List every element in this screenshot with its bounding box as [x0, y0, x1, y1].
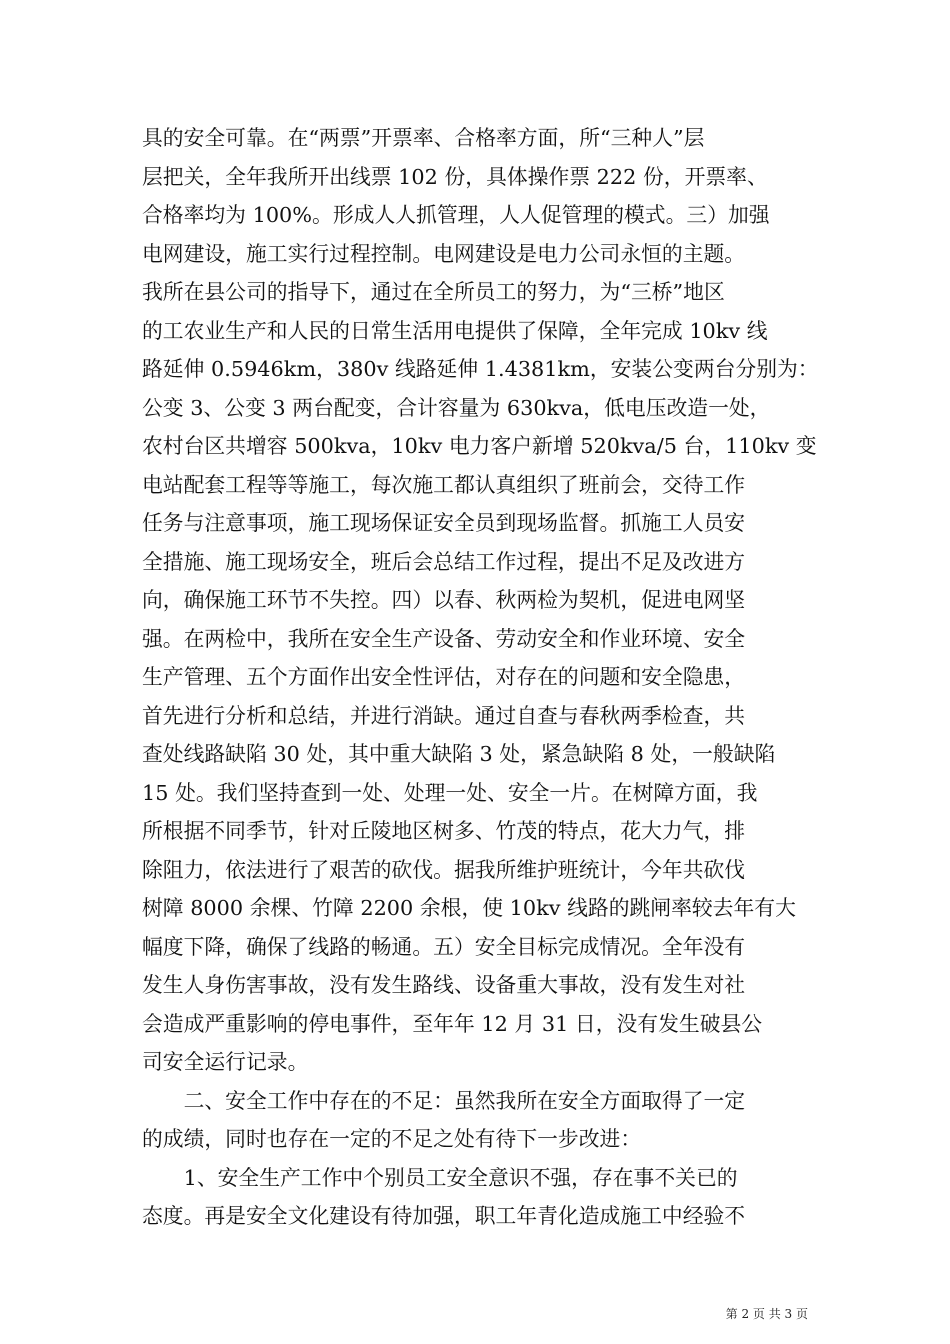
text-line: 查处线路缺陷 30 处，其中重大缺陷 3 处，紧急缺陷 8 处，一般缺陷 [142, 742, 776, 766]
list-item-line: 1、安全生产工作中个别员工安全意识不强，存在事不关已的 [142, 1165, 738, 1190]
text-line: 司安全运行记录。 [142, 1050, 309, 1074]
text-line: 公变 3、公变 3 两台配变，合计容量为 630kva，低电压改造一处， [142, 395, 771, 420]
text-line: 层把关，全年我所开出线票 102 份，具体操作票 222 份，开票率、 [142, 164, 768, 189]
text-line: 生产管理、五个方面作出安全性评估，对存在的问题和安全隐患， [142, 665, 746, 689]
text-line: 电站配套工程等等施工，每次施工都认真组织了班前会，交待工作 [142, 472, 746, 497]
text-line: 农村台区共增容 500kva，10kv 电力客户新增 520kva/5 台，110kv 变 [142, 434, 817, 458]
page-number-footer: 第 2 页 共 3 页 [725, 1307, 808, 1321]
document-body [142, 119, 819, 1236]
text-line: 向，确保施工环节不失控。四）以春、秋两检为契机，促进电网坚 [142, 588, 746, 612]
text-line: 态度。再是安全文化建设有待加强，职工年青化造成施工中经验不 [142, 1204, 746, 1228]
text-line: 幅度下降，确保了线路的畅通。五）安全目标完成情况。全年没有 [142, 934, 746, 959]
text-line: 合格率均为 100%。形成人人抓管理，人人促管理的模式。三）加强 [142, 203, 770, 227]
text-line: 的工农业生产和人民的日常生活用电提供了保障，全年完成 10kv 线 [142, 318, 768, 343]
text-line: 路延伸 0.5946km，380v 线路延伸 1.4381km，安装公变两台分别为： [142, 357, 819, 381]
text-line: 全措施、施工现场安全，班后会总结工作过程，提出不足及改进方 [142, 549, 746, 574]
text-line: 我所在县公司的指导下，通过在全所员工的努力，为“三桥”地区 [142, 280, 725, 304]
text-line: 发生人身伤害事故，没有发生路线、设备重大事故，没有发生对社 [142, 973, 746, 997]
text-line: 15 处。我们坚持查到一处、处理一处、安全一片。在树障方面，我 [142, 780, 758, 805]
text-line: 除阻力，依法进行了艰苦的砍伐。据我所维护班统计，今年共砍伐 [142, 857, 746, 882]
text-line: 所根据不同季节，针对丘陵地区树多、竹茂的特点，花大力气，排 [142, 819, 746, 843]
text-line: 的成绩，同时也存在一定的不足之处有待下一步改进： [142, 1127, 642, 1151]
text-line: 强。在两检中，我所在安全生产设备、劳动安全和作业环境、安全 [142, 626, 746, 651]
text-line: 任务与注意事项，施工现场保证安全员到现场监督。抓施工人员安 [142, 511, 746, 535]
text-line: 首先进行分析和总结，并进行消缺。通过自查与春秋两季检查，共 [142, 703, 746, 728]
section-heading-line: 二、安全工作中存在的不足：虽然我所在安全方面取得了一定 [142, 1088, 746, 1113]
text-line: 会造成严重影响的停电事件，至年年 12 月 31 日，没有发生破县公 [142, 1011, 763, 1036]
text-line: 具的安全可靠。在“两票”开票率、合格率方面，所“三种人”层 [142, 126, 705, 150]
text-line: 电网建设，施工实行过程控制。电网建设是电力公司永恒的主题。 [142, 241, 746, 266]
text-line: 树障 8000 余棵、竹障 2200 余根，使 10kv 线路的跳闸率较去年有大 [142, 896, 796, 920]
